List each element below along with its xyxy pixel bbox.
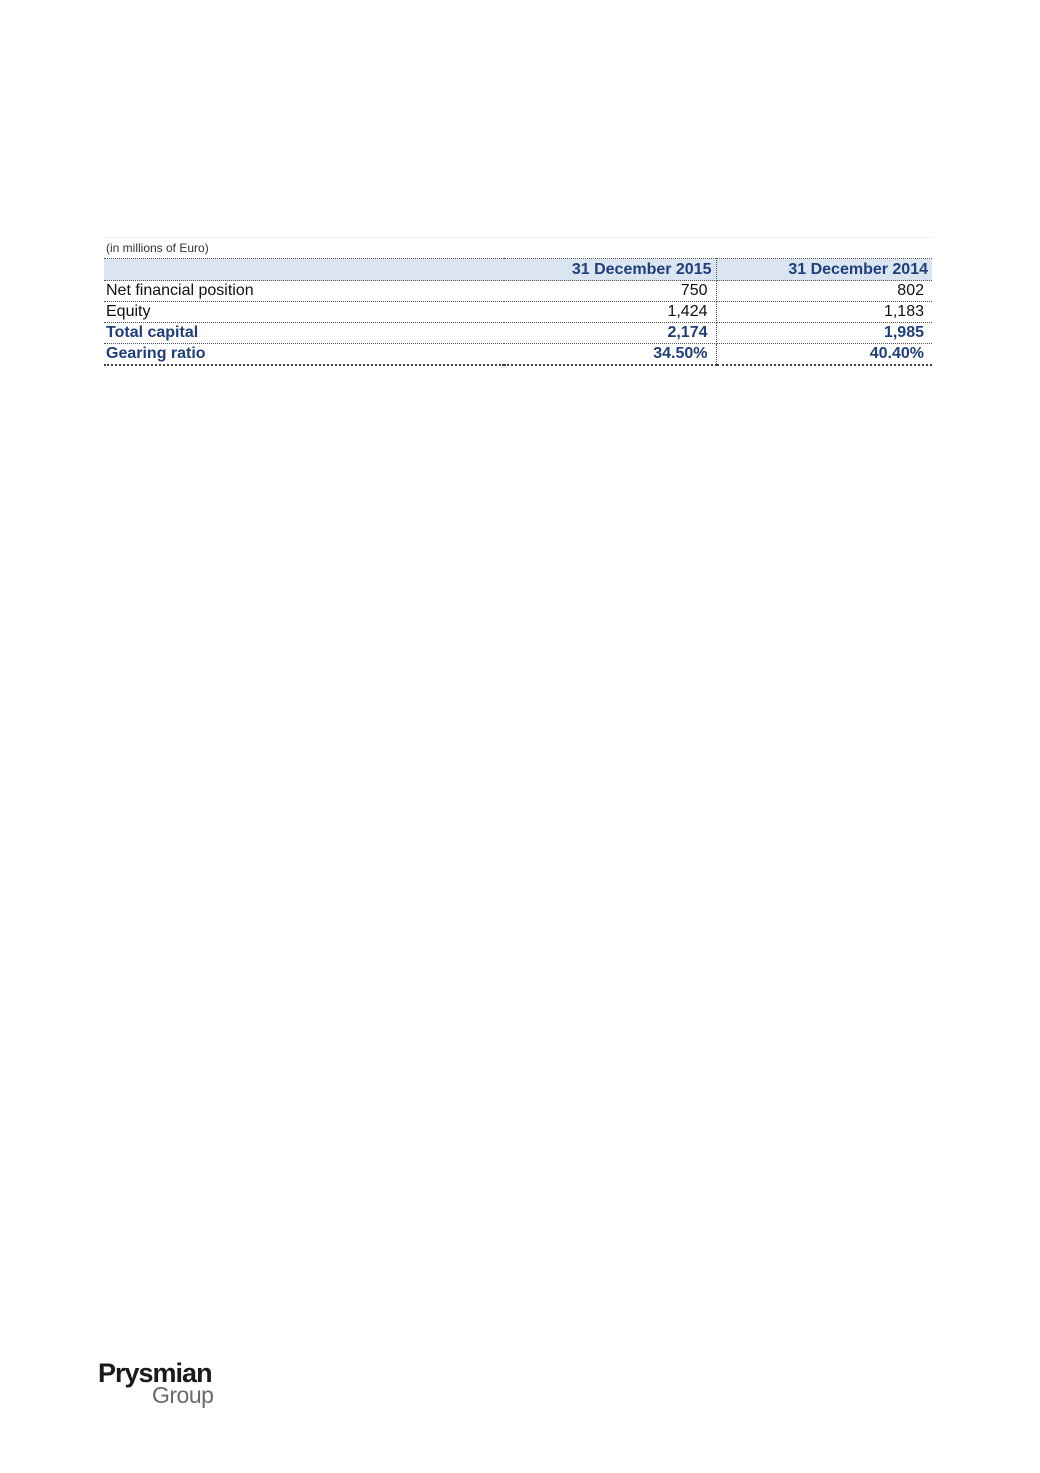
header-2014: 31 December 2014 (716, 259, 932, 281)
row-label: Total capital (104, 323, 504, 344)
financial-table-container (104, 237, 932, 366)
logo-sub-text: Group (152, 1382, 214, 1408)
company-logo (98, 1358, 238, 1414)
header-2015: 31 December 2015 (504, 259, 716, 281)
value-2014: 1,183 (716, 302, 932, 323)
row-label: Equity (104, 302, 504, 323)
value-2015: 2,174 (504, 323, 716, 344)
table-row-equity (104, 302, 932, 323)
value-2014: 40.40% (716, 344, 932, 366)
table-row-gearing-ratio (104, 344, 932, 366)
value-2014: 1,985 (716, 323, 932, 344)
row-label: Net financial position (104, 281, 504, 302)
gearing-table (104, 258, 932, 366)
header-label-cell (104, 259, 504, 281)
table-row-total-capital (104, 323, 932, 344)
unit-note: (in millions of Euro) (104, 237, 932, 258)
row-label: Gearing ratio (104, 344, 504, 366)
table-row-net-financial-position (104, 281, 932, 302)
table-header-row (104, 259, 932, 281)
value-2015: 750 (504, 281, 716, 302)
value-2015: 1,424 (504, 302, 716, 323)
logo-main-text: Prysmian (98, 1358, 212, 1388)
value-2014: 802 (716, 281, 932, 302)
value-2015: 34.50% (504, 344, 716, 366)
